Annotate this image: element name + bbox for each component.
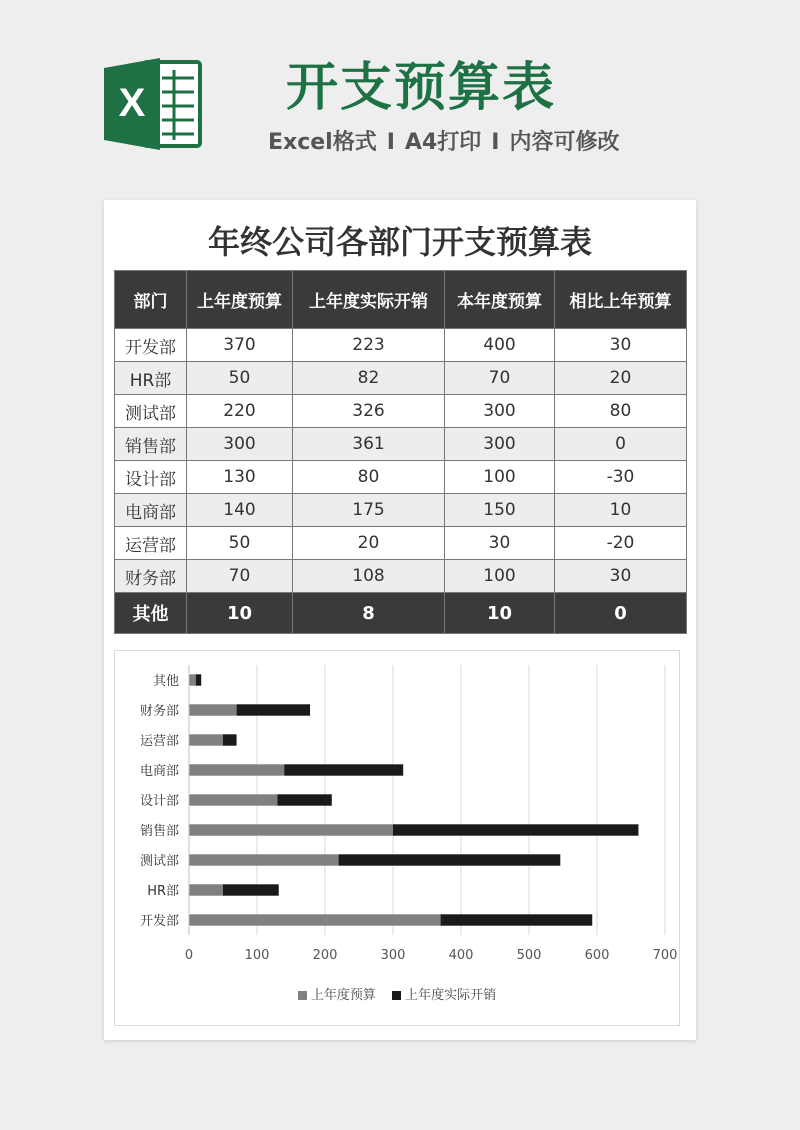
table-cell: 100 [445, 461, 555, 494]
subtitle-separator: I [491, 130, 500, 155]
x-tick-label: 300 [380, 948, 406, 963]
table-cell: 30 [555, 560, 687, 593]
bar-segment [237, 704, 310, 715]
column-header: 相比上年预算 [555, 271, 687, 329]
table-cell: 370 [187, 329, 293, 362]
subtitle-editable: 内容可修改 [509, 130, 620, 155]
subtitle-separator: I [386, 130, 395, 155]
table-cell: 0 [555, 593, 687, 634]
y-category-label: 开发部 [139, 914, 179, 929]
y-category-label: 运营部 [139, 734, 179, 749]
bar-segment [189, 914, 441, 925]
x-tick-label: 0 [184, 948, 194, 963]
y-category-label: 设计部 [139, 794, 179, 809]
bar-segment [189, 734, 223, 745]
table-cell: 130 [187, 461, 293, 494]
bar-segment [189, 854, 339, 865]
x-tick-label: 600 [584, 948, 610, 963]
bar-segment [189, 884, 223, 895]
table-cell: 设计部 [115, 461, 187, 494]
legend-swatch [392, 991, 401, 1000]
table-total-row [115, 593, 687, 634]
table-row [115, 428, 687, 461]
table-row [115, 395, 687, 428]
table-cell: 30 [555, 329, 687, 362]
table-cell: 150 [445, 494, 555, 527]
budget-table [114, 270, 687, 634]
y-category-label: 财务部 [139, 704, 179, 719]
table-cell: -30 [555, 461, 687, 494]
x-tick-label: 200 [312, 948, 338, 963]
table-cell: 400 [445, 329, 555, 362]
x-tick-label: 500 [516, 948, 542, 963]
table-cell: 361 [293, 428, 445, 461]
legend-item [392, 987, 496, 1005]
table-row [115, 560, 687, 593]
y-category-label: 电商部 [139, 764, 179, 779]
logo-letter: X [118, 81, 146, 125]
bar-segment [189, 704, 237, 715]
y-category-label: 其他 [152, 674, 179, 689]
table-cell: 300 [445, 395, 555, 428]
bar-segment [339, 854, 561, 865]
table-cell: 108 [293, 560, 445, 593]
table-row [115, 494, 687, 527]
table-header-row [115, 271, 687, 329]
table-cell: 20 [555, 362, 687, 395]
table-cell: 140 [187, 494, 293, 527]
table-row [115, 461, 687, 494]
y-category-label: 测试部 [139, 854, 179, 869]
table-cell: 70 [445, 362, 555, 395]
bar-segment [277, 794, 331, 805]
table-row [115, 329, 687, 362]
bar-segment [189, 764, 284, 775]
y-category-label: 销售部 [139, 824, 179, 839]
bar-segment [196, 674, 201, 685]
table-cell: 70 [187, 560, 293, 593]
table-cell: 50 [187, 362, 293, 395]
page-header [0, 0, 800, 200]
subtitle-print: A4打印 [404, 130, 482, 155]
spreadsheet-preview [104, 200, 696, 1040]
table-cell: 10 [445, 593, 555, 634]
legend-item [298, 987, 376, 1005]
table-cell: 20 [293, 527, 445, 560]
bar-segment [223, 884, 279, 895]
table-cell: 0 [555, 428, 687, 461]
legend-swatch [298, 991, 307, 1000]
table-cell: 300 [187, 428, 293, 461]
table-cell: 10 [555, 494, 687, 527]
subtitle-format: Excel格式 [268, 130, 377, 155]
bar-segment [393, 824, 638, 835]
table-cell: 50 [187, 527, 293, 560]
table-cell: 测试部 [115, 395, 187, 428]
bar-segment [189, 824, 393, 835]
table-cell: 80 [555, 395, 687, 428]
table-cell: 运营部 [115, 527, 187, 560]
table-cell: -20 [555, 527, 687, 560]
legend-label: 上年度实际开销 [405, 988, 497, 1003]
table-cell: 30 [445, 527, 555, 560]
table-cell: 销售部 [115, 428, 187, 461]
x-tick-label: 100 [244, 948, 270, 963]
table-cell: 175 [293, 494, 445, 527]
table-cell: 80 [293, 461, 445, 494]
excel-logo-icon [104, 56, 204, 152]
bar-segment [189, 794, 277, 805]
x-tick-label: 700 [652, 948, 678, 963]
column-header: 本年度预算 [445, 271, 555, 329]
sheet-title: 年终公司各部门开支预算表 [207, 223, 592, 261]
table-cell: HR部 [115, 362, 187, 395]
table-cell: 220 [187, 395, 293, 428]
table-row [115, 362, 687, 395]
column-header: 上年度预算 [187, 271, 293, 329]
table-cell: 电商部 [115, 494, 187, 527]
bar-segment [223, 734, 237, 745]
legend-label: 上年度预算 [310, 988, 376, 1003]
table-cell: 8 [293, 593, 445, 634]
bar-segment [284, 764, 403, 775]
table-row [115, 527, 687, 560]
bar-segment [441, 914, 593, 925]
page-subtitle [268, 128, 619, 158]
table-cell: 其他 [115, 593, 187, 634]
page-title: 开支预算表 [286, 58, 557, 118]
table-cell: 开发部 [115, 329, 187, 362]
x-tick-label: 400 [448, 948, 474, 963]
table-cell: 223 [293, 329, 445, 362]
y-category-label: HR部 [147, 884, 179, 899]
chart-canvas [115, 651, 679, 1025]
table-cell: 326 [293, 395, 445, 428]
table-cell: 10 [187, 593, 293, 634]
table-cell: 财务部 [115, 560, 187, 593]
table-cell: 82 [293, 362, 445, 395]
bar-segment [189, 674, 196, 685]
table-cell: 100 [445, 560, 555, 593]
column-header: 上年度实际开销 [293, 271, 445, 329]
column-header: 部门 [115, 271, 187, 329]
table-cell: 300 [445, 428, 555, 461]
chart-legend [115, 987, 679, 1005]
budget-chart [114, 650, 680, 1026]
